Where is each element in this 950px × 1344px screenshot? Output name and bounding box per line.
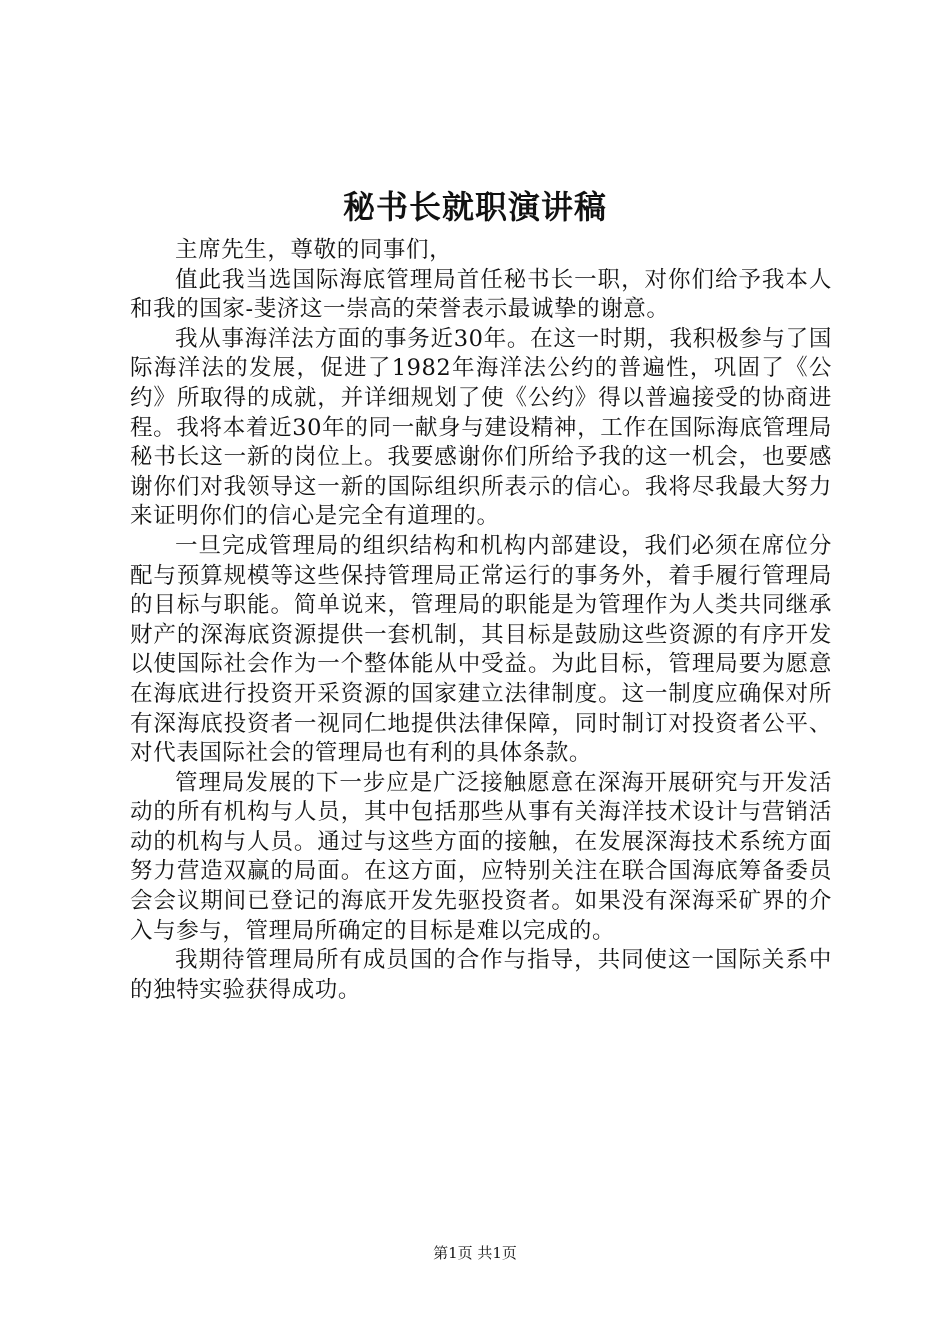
paragraph: 我从事海洋法方面的事务近30年。在这一时期，我积极参与了国际海洋法的发展，促进了1982年海洋法公约的普遍性，巩固了《公约》所取得的成就，并详细规划了使《公约》得以普遍接受的协商进程。我将本着近30年的同一献身与建设精神，工作在国际海底管理局秘书长这一新的岗位上。我要感谢你们所给予我的这一机会，也要感谢你们对我领导这一新的国际组织所表示的信心。我将尽我最大努力来证明你们的信心是完全有道理的。 xyxy=(130,325,832,530)
paragraph: 一旦完成管理局的组织结构和机构内部建设，我们必须在席位分配与预算规模等这些保持管理局正常运行的事务外，着手履行管理局的目标与职能。简单说来，管理局的职能是为管理作为人类共同继承财产的深海底资源提供一套机制，其目标是鼓励这些资源的有序开发以使国际社会作为一个整体能从中受益。为此目标，管理局要为愿意在海底进行投资开采资源的国家建立法律制度。这一制度应确保对所有深海底投资者一视同仁地提供法律保障，同时制订对投资者公平、对代表国际社会的管理局也有利的具体条款。 xyxy=(130,532,832,767)
paragraph: 值此我当选国际海底管理局首任秘书长一职，对你们给予我本人和我的国家-斐济这一崇高的荣誉表示最诚挚的谢意。 xyxy=(130,266,832,323)
paragraph: 我期待管理局所有成员国的合作与指导，共同使这一国际关系中的独特实验获得成功。 xyxy=(130,947,832,1003)
document-title: 秘书长就职演讲稿 xyxy=(342,188,607,226)
document-body xyxy=(130,236,832,1005)
page-footer: 第1页 共1页 xyxy=(433,1244,517,1262)
paragraph: 主席先生，尊敬的同事们， xyxy=(175,237,453,263)
paragraph: 管理局发展的下一步应是广泛接触愿意在深海开展研究与开发活动的所有机构与人员，其中包括那些从事有关海洋技术设计与营销活动的机构与人员。通过与这些方面的接触，在发展深海技术系统方面努力营造双赢的局面。在这方面，应特别关注在联合国海底筹备委员会会议期间已登记的海底开发先驱投资者。如果没有深海采矿界的介入与参与，管理局所确定的目标是难以完成的。 xyxy=(130,769,832,944)
